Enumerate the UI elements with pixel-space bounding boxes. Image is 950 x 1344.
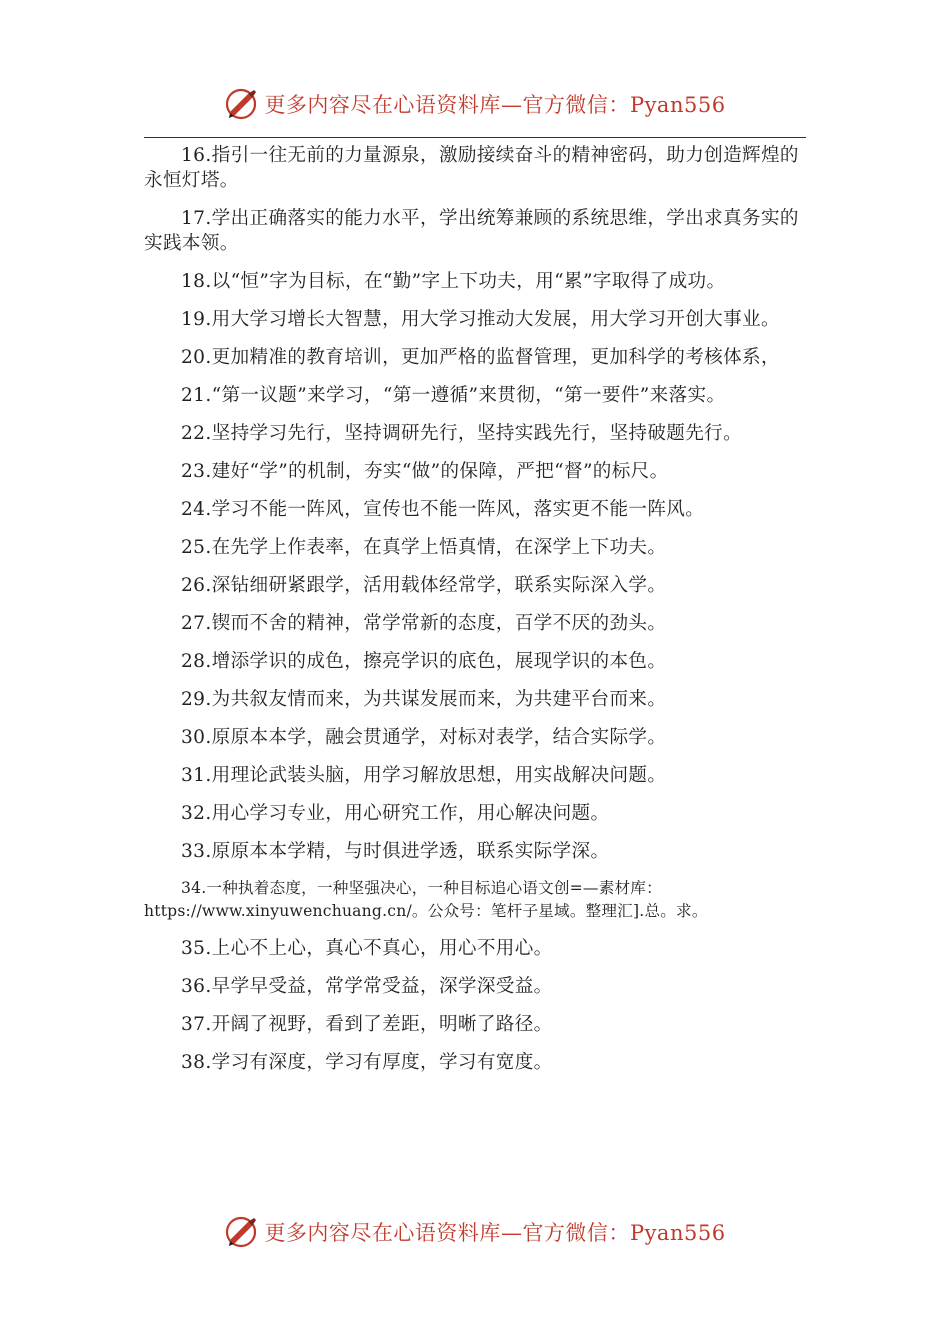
list-item-21: 21.“第一议题”来学习，“第一遵循”来贯彻，“第一要件”来落实。 — [181, 385, 726, 406]
list-item-24: 24.学习不能一阵风，宣传也不能一阵风，落实更不能一阵风。 — [181, 499, 705, 520]
list-item-34: 34.一种执着态度，一种坚强决心，一种目标追心语文创=—素材库：https://www.xinyuwenchuang.cn/。公众号：笔杆子星域。整理汇].总。求。 — [144, 879, 708, 920]
list-item-35: 35.上心不上心，真心不真心，用心不用心。 — [181, 938, 553, 959]
list-item-16: 16.指引一往无前的力量源泉，激励接续奋斗的精神密码，助力创造辉煌的永恒灯塔。 — [144, 145, 799, 191]
list-item-27: 27.锲而不舍的精神，常学常新的态度，百学不厌的劲头。 — [181, 613, 667, 634]
list-item-28: 28.增添学识的成色，擦亮学识的底色，展现学识的本色。 — [181, 651, 667, 672]
list-item-32: 32.用心学习专业，用心研究工作，用心解决问题。 — [181, 803, 610, 824]
header-banner-text: 更多内容尽在心语资料库—官方微信：Pyan556 — [264, 93, 726, 117]
pen-logo-icon — [224, 86, 260, 122]
list-item-30: 30.原原本本学，融会贯通学，对标对表学，结合实际学。 — [181, 727, 667, 748]
header-divider — [144, 137, 806, 138]
list-item-33: 33.原原本本学精，与时俱进学透，联系实际学深。 — [181, 841, 610, 862]
list-item-19: 19.用大学习增长大智慧，用大学习推动大发展，用大学习开创大事业。 — [181, 309, 780, 330]
list-item-31: 31.用理论武装头脑，用学习解放思想，用实战解决问题。 — [181, 765, 667, 786]
list-item-23: 23.建好“学”的机制，夯实“做”的保障，严把“督”的标尺。 — [181, 461, 669, 482]
list-item-36: 36.早学早受益，常学常受益，深学深受益。 — [181, 976, 553, 997]
pen-logo-icon — [224, 1214, 260, 1250]
list-item-22: 22.坚持学习先行，坚持调研先行，坚持实践先行，坚持破题先行。 — [181, 423, 743, 444]
list-item-38: 38.学习有深度，学习有厚度，学习有宽度。 — [181, 1052, 553, 1073]
list-item-26: 26.深钻细研紧跟学，活用载体经常学，联系实际深入学。 — [181, 575, 667, 596]
list-item-25: 25.在先学上作表率，在真学上悟真情，在深学上下功夫。 — [181, 537, 667, 558]
list-item-29: 29.为共叙友情而来，为共谋发展而来，为共建平台而来。 — [181, 689, 667, 710]
list-item-18: 18.以“恒”字为目标，在“勤”字上下功夫，用“累”字取得了成功。 — [181, 271, 726, 292]
document-body — [144, 143, 806, 1088]
footer-banner-text: 更多内容尽在心语资料库—官方微信：Pyan556 — [264, 1221, 726, 1245]
list-item-17: 17.学出正确落实的能力水平，学出统筹兼顾的系统思维，学出求真务实的实践本领。 — [144, 208, 799, 254]
header-banner — [0, 82, 950, 126]
list-item-20: 20.更加精准的教育培训，更加严格的监督管理，更加科学的考核体系， — [181, 347, 780, 368]
footer-banner — [0, 1210, 950, 1254]
list-item-37: 37.开阔了视野，看到了差距，明晰了路径。 — [181, 1014, 553, 1035]
